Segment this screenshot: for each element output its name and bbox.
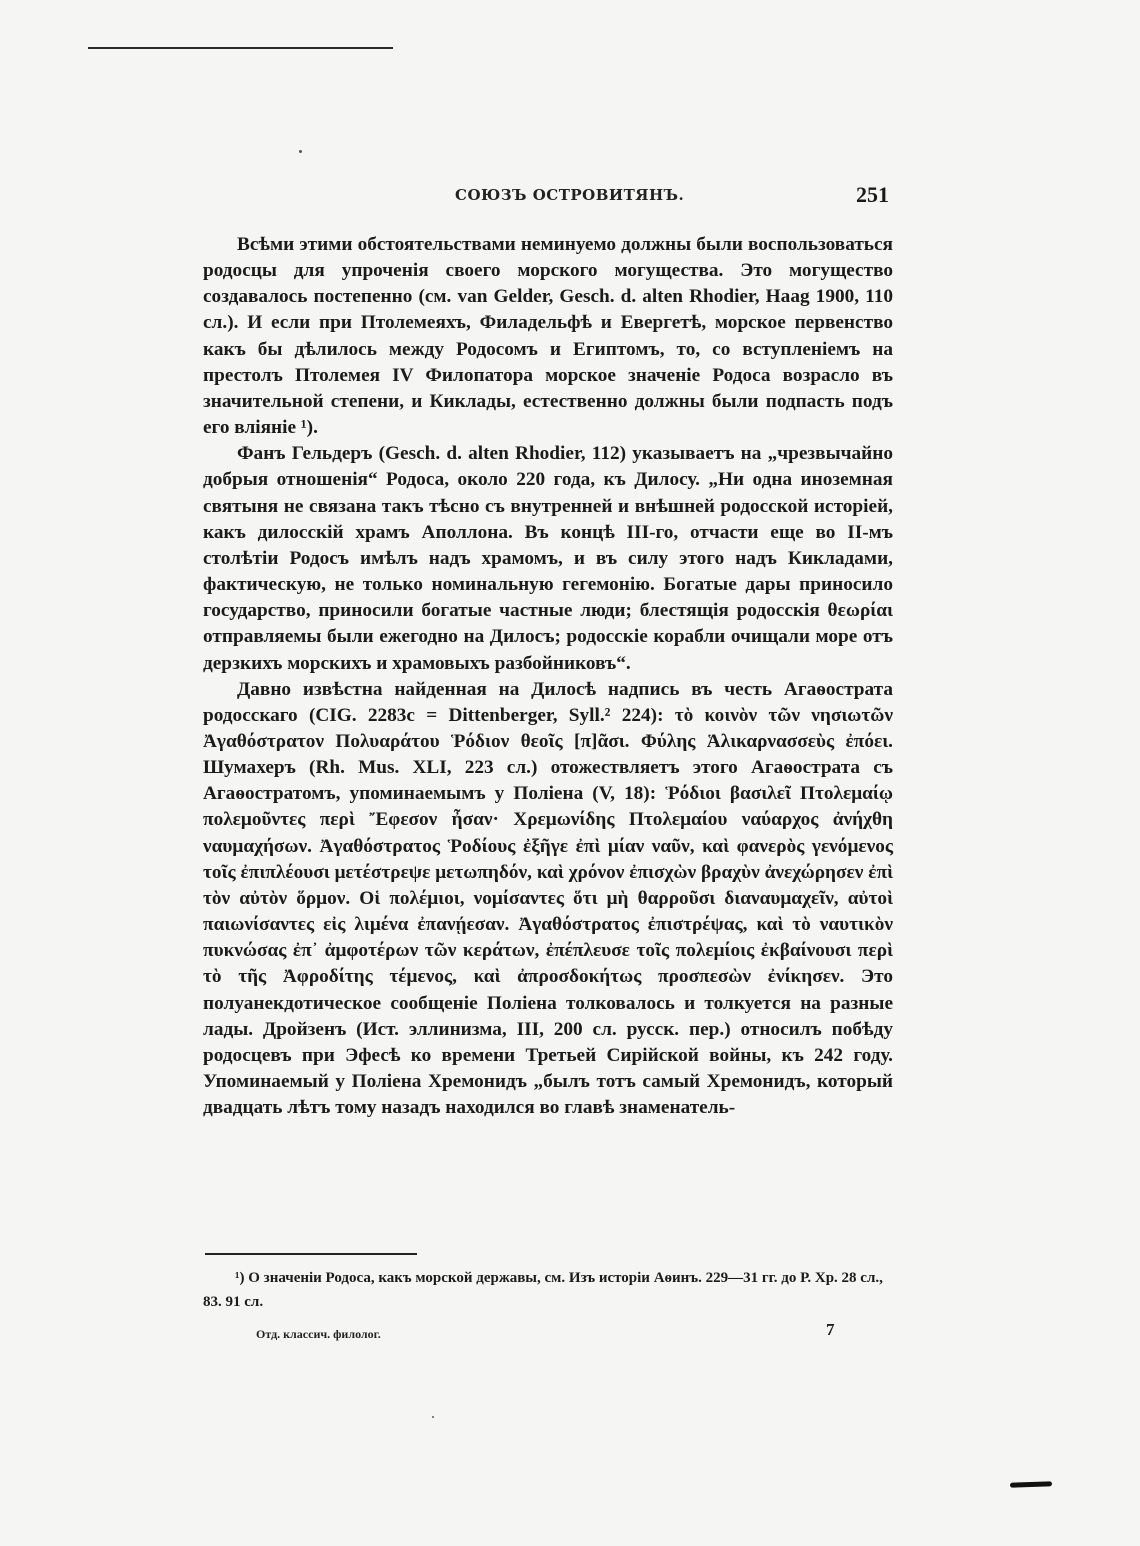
- scan-edge-mark: [1010, 1481, 1052, 1487]
- scan-speck: [299, 150, 302, 153]
- running-head: СОЮЗЪ ОСТРОВИТЯНЪ.: [455, 186, 685, 204]
- paragraph: Всѣми этими обстоятельствами неминуемо должны были воспользоваться родосцы для упроченія своего морского могущества. Это могущество создавалось постепенно (см. van Gelder, Gesch. d. alten Rhodier, Haag 1900, 110 сл.). И если при Птолемеяхъ, Филадельфѣ и Евергетѣ, морское первенство какъ бы дѣлилось между Родосомъ и Египтомъ, то, со вступленіемъ на престолъ Птолемея IV Филопатора морское значеніе Родоса возрасло въ значительной степени, и Киклады, естественно должны были подпасть подъ его вліяніе ¹).: [203, 234, 893, 439]
- printer-signature-mark: Отд. классич. филолог.: [256, 1327, 381, 1341]
- signature-number: 7: [826, 1320, 835, 1339]
- scan-top-rule: [88, 47, 393, 49]
- paragraph: Давно извѣстна найденная на Дилосѣ надпись въ честь Агаѳострата родосскаго (CIG. 2283c = Dittenberger, Syll.² 224): τὸ κοινὸν τῶν νησιωτῶν Ἀγαθόστρατον Πολυαράτου Ῥόδιον θεοῖς [π]ᾶσι. Φύλης Ἁλικαρνασσεὺς ἐπόει. Шумахеръ (Rh. Mus. XLI, 223 сл.) отожествляетъ этого Агаѳострата съ Агаѳостратомъ, упоминаемымъ у Поліена (V, 18): Ῥόδιοι βασιλεῖ Πτολεμαίῳ πολεμοῦντες περὶ Ἔφεσον ἦσαν· Χρεμωνίδης Πτολεμαίου ναύαρχος ἀνήχθη ναυμαχήσων. Ἀγαθόστρατος Ῥοδίους ἐξῆγε ἐπὶ μίαν ναῦν, καὶ φανερὸς γενόμενος τοῖς ἐπιπλέουσι μετέστρεψε μετωπηδόν, καὶ χρόνον ἐπισχὼν βραχὺν ἀνεχώρησεν ἐπὶ τὸν αὐτὸν ὅρμον. Οἱ πολέμιοι, νομίσαντες ὅτι μὴ θαρροῦσι διαναυμαχεῖν, αὐτοὶ παιωνίσαντες εἰς λιμένα ἐπανῄεσαν. Ἀγαθόστρατος ἐπιστρέψας, καὶ τὸ ναυτικὸν πυκνώσας ἐπ᾽ ἀμφοτέρων τῶν κεράτων, ἐπέπλευσε τοῖς πολεμίοις ἐκβαίνουσι περὶ τὸ τῆς Ἀφροδίτης τέμενος, καὶ ἀπροσδοκήτως προσπεσὼν ἐνίκησεν. Это полуанекдотическое сообщеніе Поліена толковалось и толкуется на разные лады. Дройзенъ (Ист. эллинизма, III, 200 сл. русск. пер.) относилъ побѣду родосцевъ при Эфесѣ ко времени Третьей Сирійской войны, къ 242 году. Упоминаемый у Поліена Хремонидъ „былъ тотъ самый Хремонидъ, который двадцать лѣтъ тому назадъ находился во главѣ знаменатель-: [203, 678, 893, 1119]
- page-number: 251: [856, 182, 889, 207]
- footnote-rule: [205, 1253, 417, 1255]
- main-text: [203, 232, 893, 1121]
- paragraph: Фанъ Гельдеръ (Gesch. d. alten Rhodier, 112) указываетъ на „чрезвычайно добрыя отношенія“ Родоса, около 220 года, къ Дилосу. „Ни одна иноземная святыня не связана такъ тѣсно съ внутренней и внѣшней родосской исторіей, какъ дилосскій храмъ Аполлона. Въ концѣ III-го, отчасти еще во II-мъ столѣтіи Родосъ имѣлъ надъ храмомъ, и въ силу этого надъ Кикладами, фактическую, не только номинальную гегемонію. Богатые дары приносило государство, приносили богатые частные люди; блестящія родосскія θεωρίαι отправляемы были ежегодно на Дилосъ; родосскіе корабли очищали море отъ дерзкихъ морскихъ и храмовыхъ разбойниковъ“.: [203, 443, 893, 674]
- footnote: [203, 1266, 893, 1314]
- scan-speck: [432, 1416, 434, 1418]
- footnote-text: ¹) О значеніи Родоса, какъ морской державы, см. Изъ исторіи Аѳинъ. 229—31 гг. до Р. Хр. 28 сл., 83. 91 сл.: [203, 1270, 883, 1310]
